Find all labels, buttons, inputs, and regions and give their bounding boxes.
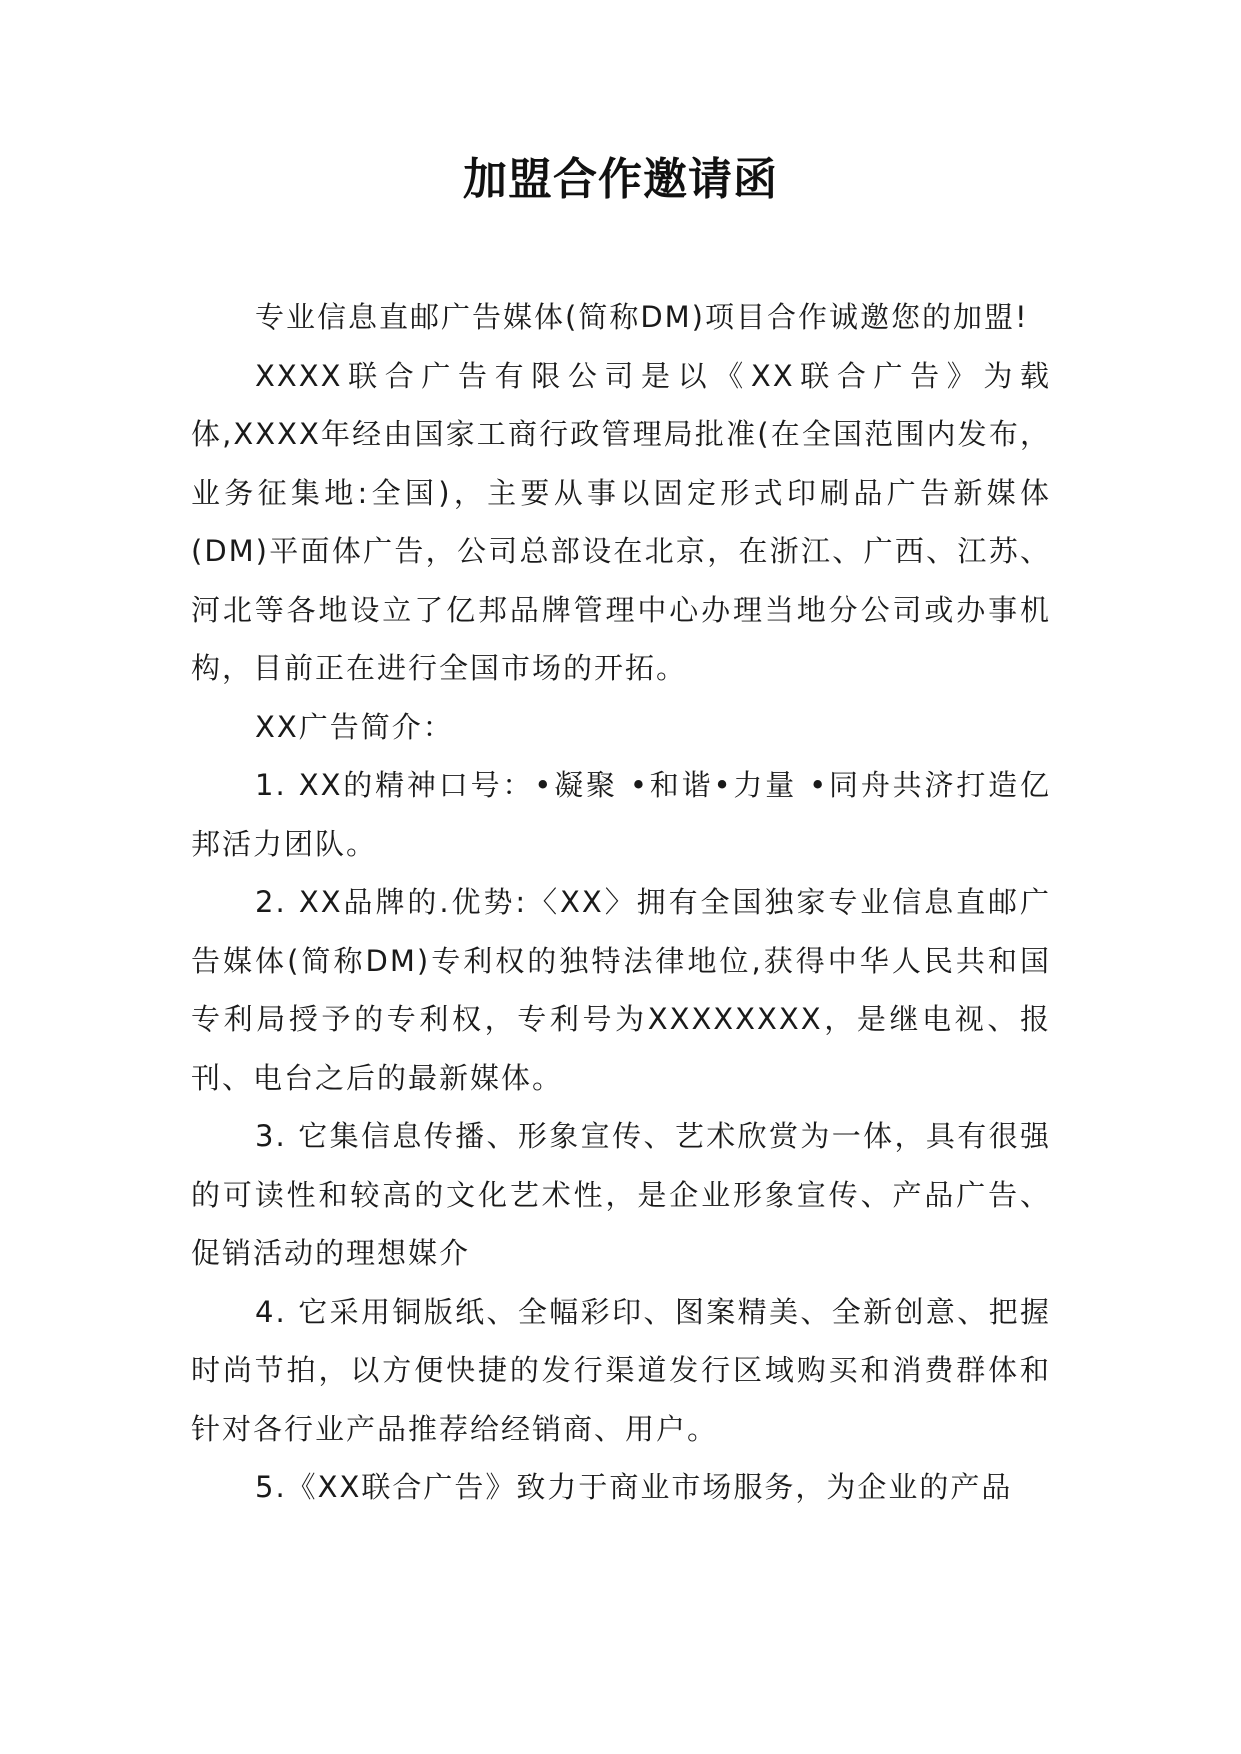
- list-item-1: 1. XX的精神口号：•凝聚 •和谐•力量 •同舟共济打造亿邦活力团队。: [191, 768, 1051, 861]
- intro-paragraph: 专业信息直邮广告媒体(简称DM)项目合作诚邀您的加盟!: [255, 300, 1029, 334]
- document-title: 加盟合作邀请函: [463, 154, 778, 205]
- list-item-3: 3. 它集信息传播、形象宣传、艺术欣赏为一体，具有很强的可读性和较高的文化艺术性，是企业形象宣传、产品广告、促销活动的理想媒介: [191, 1119, 1051, 1270]
- list-item-5: 5.《XX联合广告》致力于商业市场服务，为企业的产品: [255, 1470, 1013, 1504]
- section-heading: XX广告简介：: [255, 709, 454, 744]
- list-item-2: 2. XX品牌的.优势:〈XX〉拥有全国独家专业信息直邮广告媒体(简称DM)专利权的独特法律地位,获得中华人民共和国专利局授予的专利权，专利号为XXXXXXXX，是继电视、报刊、电台之后的最新媒体。: [191, 885, 1051, 1095]
- document-body: [191, 288, 1051, 1517]
- company-paragraph: XXXX联合广告有限公司是以《XX联合广告》为载体,XXXX年经由国家工商行政管理局批准(在全国范围内发布，业务征集地:全国)，主要从事以固定形式印刷品广告新媒体(DM)平面体广告，公司总部设在北京，在浙江、广西、江苏、河北等各地设立了亿邦品牌管理中心办理当地分公司或办事机构，目前正在进行全国市场的开拓。: [191, 358, 1051, 685]
- list-item-4: 4. 它采用铜版纸、全幅彩印、图案精美、全新创意、把握时尚节拍，以方便快捷的发行渠道发行区域购买和消费群体和针对各行业产品推荐给经销商、用户。: [191, 1294, 1051, 1446]
